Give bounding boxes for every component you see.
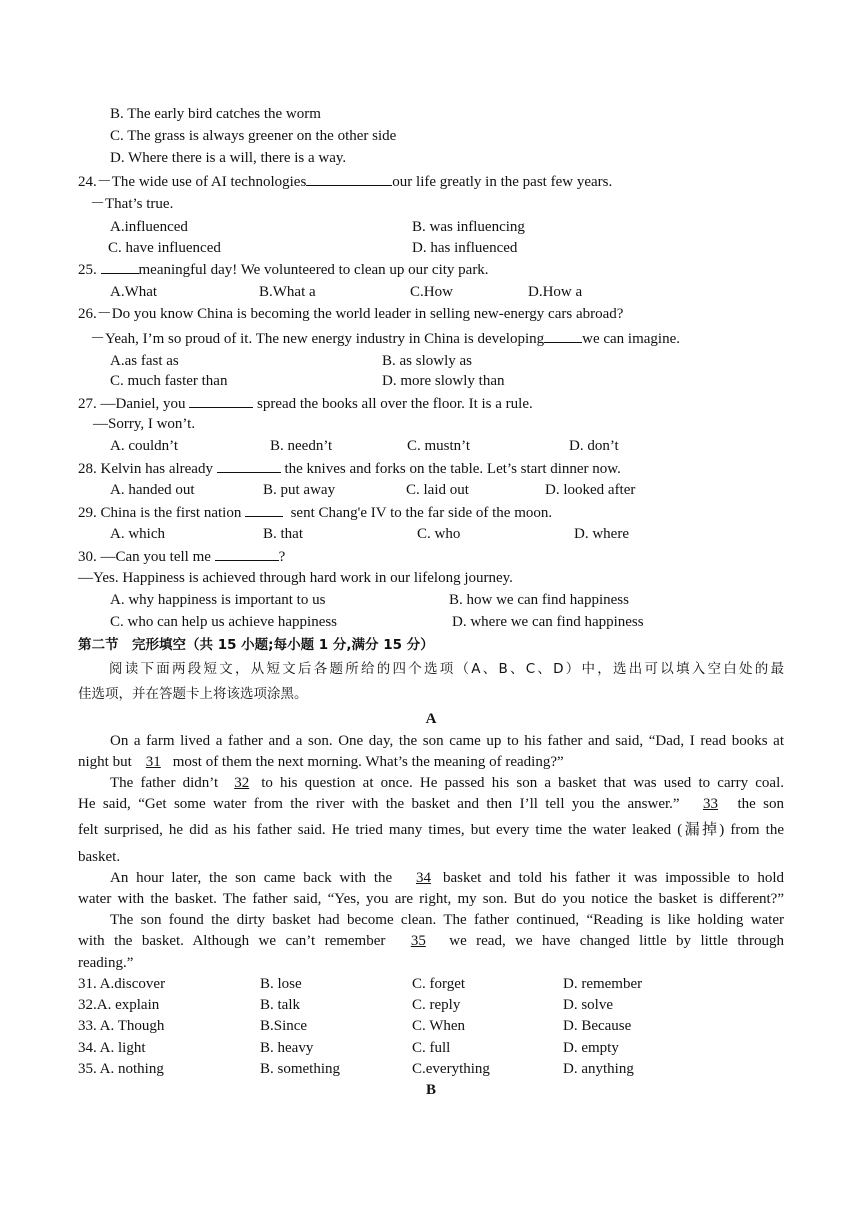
q24-option-d: D. has influenced bbox=[412, 240, 518, 256]
passage-a-line-3: The father didn’t 32 to his question at once. He passed his son a basket that was used to carry coal. bbox=[110, 775, 785, 791]
q27-option-a: A. couldn’t bbox=[110, 438, 179, 454]
q26-option-a: A.as fast as bbox=[110, 353, 179, 369]
q29-option-b: B. that bbox=[263, 526, 303, 542]
q24-reply: －That’s true. bbox=[90, 196, 174, 212]
q26-reply: －Yeah, I’m so proud of it. The new energy industry in China is developing we can imagine. bbox=[90, 328, 680, 349]
q31-option-d: D. remember bbox=[563, 976, 643, 992]
q23-option-d: D. Where there is a will, there is a way. bbox=[110, 150, 347, 166]
q30-option-c: C. who can help us achieve happiness bbox=[110, 614, 338, 630]
q30-blank bbox=[215, 546, 279, 561]
q25-blank bbox=[101, 259, 139, 274]
q30-option-d: D. where we can find happiness bbox=[452, 614, 644, 630]
blank-32: 32 bbox=[234, 775, 250, 791]
q34-option-a: 34. A. light bbox=[78, 1040, 146, 1056]
section-heading: 第二节 完形填空（共 15 小题;每小题 1 分,满分 15 分） bbox=[78, 637, 434, 653]
q23-option-c: C. The grass is always greener on the other side bbox=[110, 128, 397, 144]
q24-option-a: A.influenced bbox=[110, 219, 188, 235]
passage-a-line-5: felt surprised, he did as his father said. He tried many times, but every time the water leaked (漏掉) from the bbox=[78, 820, 784, 838]
q24-blank bbox=[306, 171, 392, 186]
q24-option-c: C. have influenced bbox=[108, 240, 221, 256]
q26-blank bbox=[544, 328, 582, 343]
q33-option-c: C. When bbox=[412, 1018, 466, 1034]
q29-option-a: A. which bbox=[110, 526, 165, 542]
q26-option-b: B. as slowly as bbox=[382, 353, 472, 369]
q33-option-a: 33. A. Though bbox=[78, 1018, 165, 1034]
q25-option-c: C.How bbox=[410, 284, 453, 300]
q28-option-b: B. put away bbox=[263, 482, 336, 498]
q34-option-b: B. heavy bbox=[260, 1040, 314, 1056]
q24-option-b: B. was influencing bbox=[412, 219, 525, 235]
q30-reply: —Yes. Happiness is achieved through hard work in our lifelong journey. bbox=[78, 570, 513, 586]
q31-option-a: 31. A.discover bbox=[78, 976, 166, 992]
passage-a-line-1: On a farm lived a father and a son. One day, the son came up to his father and said, “Dad, I read books at bbox=[110, 733, 784, 749]
q23-option-b: B. The early bird catches the worm bbox=[110, 106, 321, 122]
blank-31: 31 bbox=[145, 754, 161, 770]
q28-blank bbox=[217, 458, 281, 473]
q26-stem: 26.－Do you know China is becoming the world leader in selling new-energy cars abroad? bbox=[78, 306, 624, 322]
q25-stem: 25. meaningful day! We volunteered to clean up our city park. bbox=[78, 259, 489, 280]
q27-option-b: B. needn’t bbox=[270, 438, 333, 454]
q26-option-d: D. more slowly than bbox=[382, 373, 505, 389]
q32-option-d: D. solve bbox=[563, 997, 613, 1013]
q35-option-a: 35. A. nothing bbox=[78, 1061, 164, 1077]
blank-35: 35 bbox=[410, 933, 426, 949]
section-instructions-line-2: 佳选项，并在答题卡上将该选项涂黑。 bbox=[78, 686, 308, 702]
q29-stem: 29. China is the first nation sent Chang'e IV to the far side of the moon. bbox=[78, 502, 552, 523]
passage-a-line-2: night but 31 most of them the next morning. What’s the meaning of reading?” bbox=[78, 754, 564, 770]
q25-option-d: D.How a bbox=[528, 284, 583, 300]
q27-blank bbox=[189, 393, 253, 408]
q30-stem: 30. —Can you tell me ? bbox=[78, 546, 285, 567]
q31-option-c: C. forget bbox=[412, 976, 466, 992]
q31-option-b: B. lose bbox=[260, 976, 302, 992]
q27-option-c: C. mustn’t bbox=[407, 438, 471, 454]
section-instructions-line-1: 阅读下面两段短文，从短文后各题所给的四个选项（A、B、C、D）中，选出可以填入空白处的最 bbox=[109, 661, 784, 677]
q34-option-d: D. empty bbox=[563, 1040, 619, 1056]
q28-option-a: A. handed out bbox=[110, 482, 195, 498]
passage-a-line-11: reading.” bbox=[78, 955, 134, 971]
q30-option-a: A. why happiness is important to us bbox=[110, 592, 326, 608]
q32-option-c: C. reply bbox=[412, 997, 461, 1013]
q33-option-d: D. Because bbox=[563, 1018, 632, 1034]
q29-option-d: D. where bbox=[574, 526, 629, 542]
q25-option-a: A.What bbox=[110, 284, 158, 300]
q27-reply: —Sorry, I won’t. bbox=[93, 416, 196, 432]
q27-stem: 27. —Daniel, you spread the books all over the floor. It is a rule. bbox=[78, 393, 533, 414]
passage-a-label: A bbox=[425, 711, 437, 727]
passage-a-line-6: basket. bbox=[78, 849, 121, 865]
q24-stem: 24.－The wide use of AI technologies our life greatly in the past few years. bbox=[78, 171, 612, 192]
q35-option-c: C.everything bbox=[412, 1061, 490, 1077]
q34-option-c: C. full bbox=[412, 1040, 451, 1056]
q30-option-b: B. how we can find happiness bbox=[449, 592, 629, 608]
blank-34: 34 bbox=[415, 870, 431, 886]
q35-option-d: D. anything bbox=[563, 1061, 634, 1077]
q25-option-b: B.What a bbox=[259, 284, 316, 300]
passage-a-line-8: water with the basket. The father said, “Yes, you are right, my son. But do you notice the basket is different?” bbox=[78, 891, 784, 907]
q26-option-c: C. much faster than bbox=[110, 373, 228, 389]
q28-option-c: C. laid out bbox=[406, 482, 469, 498]
q32-option-a: 32.A. explain bbox=[78, 997, 160, 1013]
q29-blank bbox=[245, 502, 283, 517]
q33-option-b: B.Since bbox=[260, 1018, 308, 1034]
q35-option-b: B. something bbox=[260, 1061, 341, 1077]
q29-option-c: C. who bbox=[417, 526, 461, 542]
passage-a-line-4: He said, “Get some water from the river with the basket and then I’ll tell you the answer.” 33 the son bbox=[78, 796, 785, 812]
passage-a-line-10: with the basket. Although we can’t remember 35 we read, we have changed little by little through bbox=[78, 933, 785, 949]
passage-b-label: B bbox=[425, 1082, 436, 1098]
q32-option-b: B. talk bbox=[260, 997, 300, 1013]
blank-33: 33 bbox=[703, 796, 719, 812]
q28-stem: 28. Kelvin has already the knives and forks on the table. Let’s start dinner now. bbox=[78, 458, 621, 479]
q27-option-d: D. don’t bbox=[569, 438, 619, 454]
passage-a-line-7: An hour later, the son came back with the 34 basket and told his father it was impossible to hold bbox=[110, 870, 785, 886]
passage-a-line-9: The son found the dirty basket had become clean. The father continued, “Reading is like holding water bbox=[110, 912, 784, 928]
q28-option-d: D. looked after bbox=[545, 482, 636, 498]
